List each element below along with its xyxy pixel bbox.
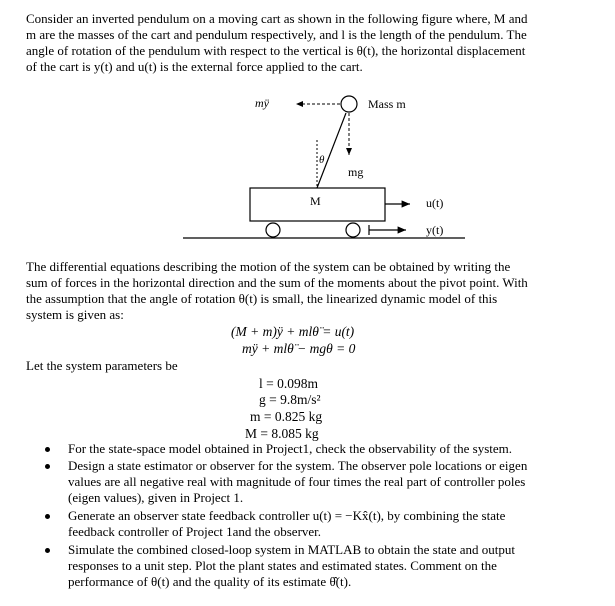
- displacement-label: y(t): [426, 223, 444, 237]
- task-item: [0, 458, 587, 506]
- input-force-label: u(t): [426, 196, 444, 210]
- bullet-icon: [45, 464, 50, 469]
- description-line: system is given as:: [26, 307, 124, 322]
- pendulum-mass: [341, 96, 357, 112]
- pendulum-cart-figure: [0, 0, 615, 250]
- param-cart-mass: M = 8.085 kg: [245, 426, 319, 441]
- task-line: values are all negative real with magnitude of four times the real part of controller poles: [68, 474, 526, 489]
- task-line: Design a state estimator or observer for the system. The observer pole locations or eigen: [68, 458, 528, 473]
- task-item: [0, 441, 587, 457]
- description-line: The differential equations describing the motion of the system can be obtained by writing the: [26, 259, 511, 274]
- param-pendulum-mass: m = 0.825 kg: [250, 409, 323, 424]
- intro-line: of the cart is y(t) and u(t) is the external force applied to the cart.: [26, 59, 363, 74]
- cart-wheel-right: [346, 223, 360, 237]
- theta-label: θ: [319, 154, 325, 166]
- pendulum-rod: [317, 113, 346, 188]
- param-gravity: g = 9.8m/s²: [259, 392, 321, 407]
- intro-line: angle of rotation of the pendulum with respect to the vertical is θ(t), the horizontal displacement: [26, 43, 526, 58]
- cart-wheel-left: [266, 223, 280, 237]
- bullet-icon: [45, 548, 50, 553]
- inertial-force-label: mÿ: [255, 96, 269, 110]
- description-paragraph: [26, 259, 588, 323]
- task-line: Generate an observer state feedback controller u(t) = −Kx̂(t), by combining the state: [68, 508, 506, 523]
- equation-2: mÿ + mlθ̈ − mgθ = 0: [242, 341, 356, 356]
- description-line: sum of forces in the horizontal direction and the sum of the moments about the pivot point. With: [26, 275, 528, 290]
- gravity-label: mg: [348, 165, 364, 179]
- task-line: performance of θ(t) and the quality of its estimate θ̂(t).: [68, 574, 352, 589]
- task-line: responses to a unit step. Plot the plant states and estimated states. Comment on the: [68, 558, 497, 573]
- params-intro: Let the system parameters be: [26, 358, 178, 373]
- task-line: (eigen values), given in Project 1.: [68, 490, 244, 505]
- task-item: [0, 508, 587, 540]
- task-item: [0, 542, 587, 590]
- equation-1: (M + m)ÿ + mlθ̈ = u(t): [231, 324, 355, 339]
- intro-line: m are the masses of the cart and pendulum respectively, and l is the length of the pendulum. The: [26, 27, 527, 42]
- task-line: For the state-space model obtained in Project1, check the observability of the system.: [68, 441, 513, 456]
- intro-line: Consider an inverted pendulum on a moving cart as shown in the following figure where, M and: [26, 11, 528, 26]
- param-length: l = 0.098m: [259, 376, 318, 391]
- bullet-icon: [45, 447, 50, 452]
- mass-label: Mass m: [368, 97, 406, 111]
- description-line: the assumption that the angle of rotation θ(t) is small, the linearized dynamic model of this: [26, 291, 498, 306]
- bullet-icon: [45, 514, 50, 519]
- task-line: feedback controller of Project 1and the observer.: [68, 524, 322, 539]
- task-list: [0, 441, 587, 590]
- task-line: Simulate the combined closed-loop system in MATLAB to obtain the state and output: [68, 542, 515, 557]
- cart-mass-label: M: [310, 194, 321, 208]
